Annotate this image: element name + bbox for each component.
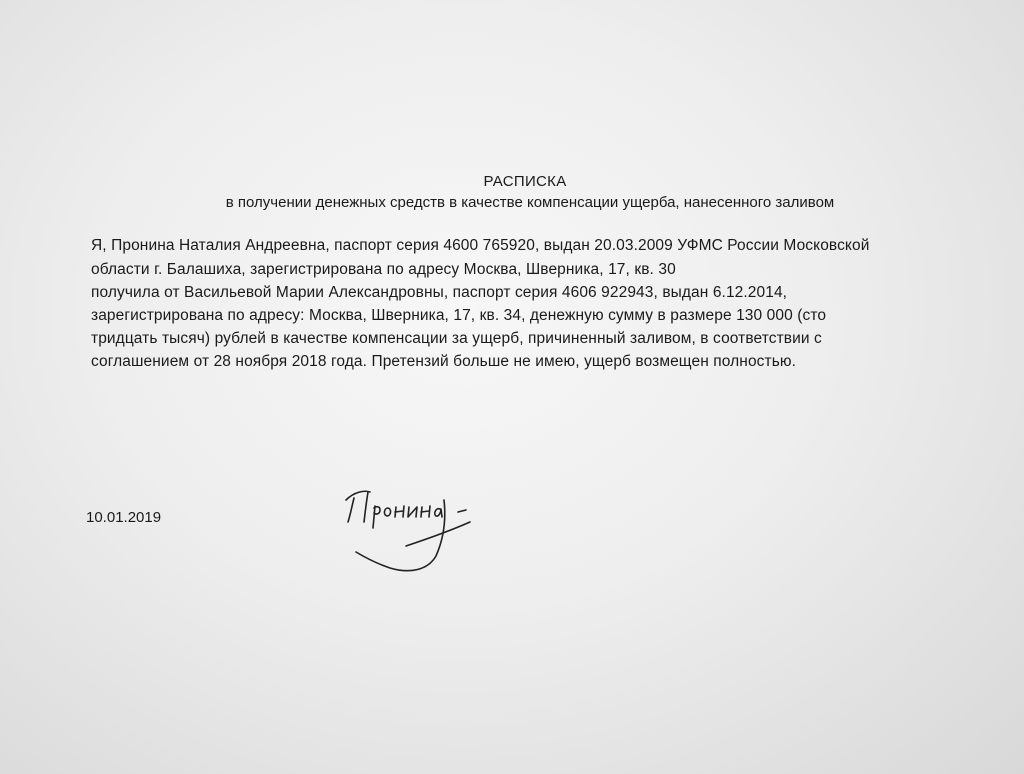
document-subtitle: в получении денежных средств в качестве компенсации ущерба, нанесенного заливом xyxy=(225,194,835,211)
body-line: соглашением от 28 ноября 2018 года. Претензий больше не имею, ущерб возмещен полностью. xyxy=(91,353,797,370)
body-line: тридцать тысяч) рублей в качестве компенсации за ущерб, причиненный заливом, в соответствии с xyxy=(91,330,822,347)
body-line: Я, Пронина Наталия Андреевна, паспорт серия 4600 765920, выдан 20.03.2009 УФМС России Московской xyxy=(91,237,870,254)
body-line: области г. Балашиха, зарегистрирована по адресу Москва, Шверника, 17, кв. 30 xyxy=(91,261,676,278)
handwritten-signature xyxy=(340,478,490,578)
document-date: 10.01.2019 xyxy=(86,509,162,526)
body-line: получила от Васильевой Марии Александровны, паспорт серия 4606 922943, выдан 6.12.2014, xyxy=(91,284,788,301)
body-line: зарегистрирована по адресу: Москва, Шверника, 17, кв. 34, денежную сумму в размере 130 000 (сто xyxy=(91,307,827,324)
document-title: РАСПИСКА xyxy=(483,173,567,190)
